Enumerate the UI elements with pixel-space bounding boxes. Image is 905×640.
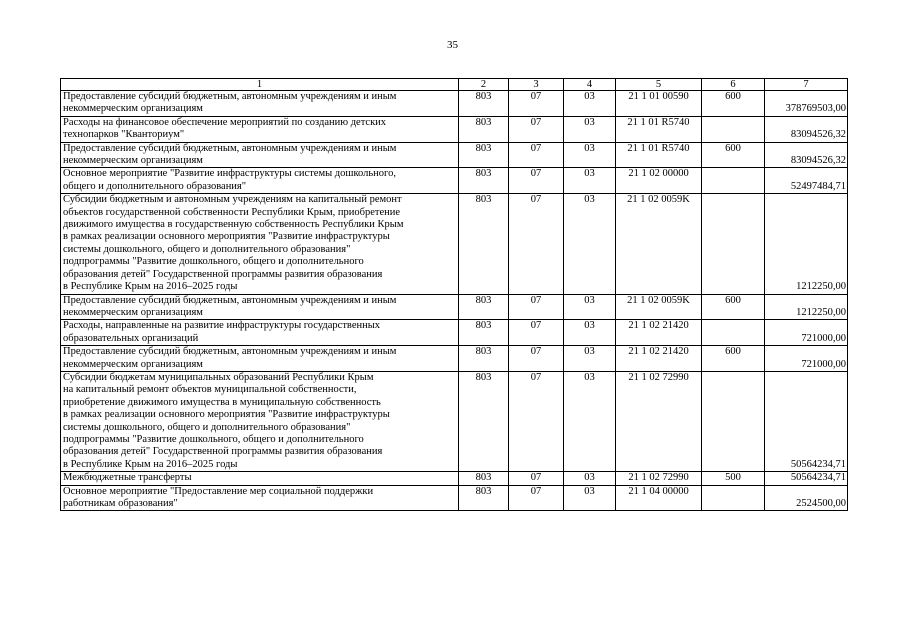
row-description: Межбюджетные трансферты xyxy=(61,472,459,485)
ministry-code: 803 xyxy=(459,346,509,372)
expense-type-code: 600 xyxy=(702,294,765,320)
subsection-code: 03 xyxy=(564,116,616,142)
ministry-code: 803 xyxy=(459,320,509,346)
expense-type-code xyxy=(702,116,765,142)
expense-type-code: 600 xyxy=(702,142,765,168)
amount: 1212250,00 xyxy=(765,294,848,320)
header-cell: 6 xyxy=(702,79,765,91)
target-article-code: 21 1 04 00000 xyxy=(616,485,702,511)
table-row xyxy=(61,116,848,142)
expense-type-code xyxy=(702,194,765,294)
row-description: Основное мероприятие "Развитие инфраструктуры системы дошкольного, общего и дополнительного образования" xyxy=(61,168,459,194)
section-code: 07 xyxy=(509,116,564,142)
ministry-code: 803 xyxy=(459,142,509,168)
target-article-code: 21 1 02 0059K xyxy=(616,294,702,320)
table-row xyxy=(61,320,848,346)
amount: 378769503,00 xyxy=(765,91,848,117)
table-header-row xyxy=(61,79,848,91)
subsection-code: 03 xyxy=(564,371,616,471)
header-cell: 4 xyxy=(564,79,616,91)
header-cell: 2 xyxy=(459,79,509,91)
ministry-code: 803 xyxy=(459,194,509,294)
amount: 50564234,71 xyxy=(765,472,848,485)
table-row xyxy=(61,294,848,320)
expense-type-code: 600 xyxy=(702,346,765,372)
row-description: Предоставление субсидий бюджетным, автономным учреждениям и иным некоммерческим организациям xyxy=(61,142,459,168)
ministry-code: 803 xyxy=(459,371,509,471)
table-row xyxy=(61,472,848,485)
subsection-code: 03 xyxy=(564,91,616,117)
row-description: Основное мероприятие "Предоставление мер социальной поддержки работникам образования" xyxy=(61,485,459,511)
section-code: 07 xyxy=(509,194,564,294)
table-row xyxy=(61,194,848,294)
subsection-code: 03 xyxy=(564,472,616,485)
section-code: 07 xyxy=(509,294,564,320)
expense-type-code xyxy=(702,371,765,471)
row-description: Расходы на финансовое обеспечение мероприятий по созданию детских технопарков "Кванториум" xyxy=(61,116,459,142)
target-article-code: 21 1 02 21420 xyxy=(616,320,702,346)
ministry-code: 803 xyxy=(459,168,509,194)
target-article-code: 21 1 02 0059K xyxy=(616,194,702,294)
header-cell: 7 xyxy=(765,79,848,91)
subsection-code: 03 xyxy=(564,194,616,294)
row-description: Субсидии бюджетам муниципальных образований Республики Крым на капитальный ремонт объектов муниципальной собственности, приобретение движимого имущества в муниципальную собственность в рамках реализации основного мероприятия "Развитие инфраструктуры системы дошкольного, общего и дополнительного образования" подпрограммы "Развитие дошкольного, общего и дополнительного образования детей" Государственной программы развития образования в Республике Крым на 2016–2025 годы xyxy=(61,371,459,471)
row-description: Расходы, направленные на развитие инфраструктуры государственных образовательных организаций xyxy=(61,320,459,346)
page-number: 35 xyxy=(447,39,458,51)
table-row xyxy=(61,371,848,471)
ministry-code: 803 xyxy=(459,116,509,142)
row-description: Предоставление субсидий бюджетным, автономным учреждениям и иным некоммерческим организациям xyxy=(61,346,459,372)
amount: 721000,00 xyxy=(765,346,848,372)
target-article-code: 21 1 02 21420 xyxy=(616,346,702,372)
section-code: 07 xyxy=(509,168,564,194)
target-article-code: 21 1 01 R5740 xyxy=(616,116,702,142)
subsection-code: 03 xyxy=(564,294,616,320)
row-description: Предоставление субсидий бюджетным, автономным учреждениям и иным некоммерческим организациям xyxy=(61,91,459,117)
table-row xyxy=(61,168,848,194)
ministry-code: 803 xyxy=(459,472,509,485)
row-description: Предоставление субсидий бюджетным, автономным учреждениям и иным некоммерческим организациям xyxy=(61,294,459,320)
expense-type-code xyxy=(702,320,765,346)
amount: 83094526,32 xyxy=(765,116,848,142)
ministry-code: 803 xyxy=(459,294,509,320)
expense-type-code xyxy=(702,485,765,511)
ministry-code: 803 xyxy=(459,91,509,117)
table-row xyxy=(61,91,848,117)
section-code: 07 xyxy=(509,472,564,485)
subsection-code: 03 xyxy=(564,320,616,346)
section-code: 07 xyxy=(509,371,564,471)
subsection-code: 03 xyxy=(564,485,616,511)
target-article-code: 21 1 02 00000 xyxy=(616,168,702,194)
table-row xyxy=(61,142,848,168)
amount: 52497484,71 xyxy=(765,168,848,194)
header-cell: 5 xyxy=(616,79,702,91)
section-code: 07 xyxy=(509,485,564,511)
target-article-code: 21 1 01 00590 xyxy=(616,91,702,117)
subsection-code: 03 xyxy=(564,346,616,372)
table-row xyxy=(61,346,848,372)
table-row xyxy=(61,485,848,511)
expense-type-code: 500 xyxy=(702,472,765,485)
amount: 2524500,00 xyxy=(765,485,848,511)
section-code: 07 xyxy=(509,346,564,372)
budget-table xyxy=(60,78,848,511)
section-code: 07 xyxy=(509,142,564,168)
section-code: 07 xyxy=(509,320,564,346)
expense-type-code xyxy=(702,168,765,194)
section-code: 07 xyxy=(509,91,564,117)
amount: 1212250,00 xyxy=(765,194,848,294)
amount: 50564234,71 xyxy=(765,371,848,471)
target-article-code: 21 1 01 R5740 xyxy=(616,142,702,168)
amount: 83094526,32 xyxy=(765,142,848,168)
target-article-code: 21 1 02 72990 xyxy=(616,371,702,471)
amount: 721000,00 xyxy=(765,320,848,346)
subsection-code: 03 xyxy=(564,142,616,168)
row-description: Субсидии бюджетным и автономным учреждениям на капитальный ремонт объектов государственной собственности Республики Крым, приобретение движимого имущества в государственную собственность Республики Крым в рамках реализации основного мероприятия "Развитие инфраструктуры системы дошкольного, общего и дополнительного образования" подпрограммы "Развитие дошкольного, общего и дополнительного образования детей" Государственной программы развития образования в Республике Крым на 2016–2025 годы xyxy=(61,194,459,294)
subsection-code: 03 xyxy=(564,168,616,194)
expense-type-code: 600 xyxy=(702,91,765,117)
ministry-code: 803 xyxy=(459,485,509,511)
target-article-code: 21 1 02 72990 xyxy=(616,472,702,485)
header-cell: 1 xyxy=(61,79,459,91)
header-cell: 3 xyxy=(509,79,564,91)
